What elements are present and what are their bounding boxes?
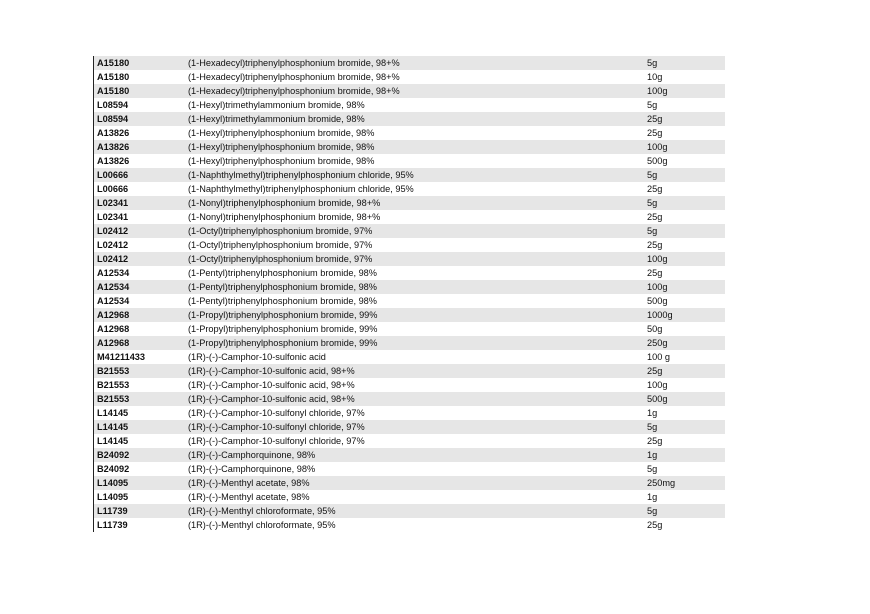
product-code: B21553 <box>97 366 130 376</box>
product-description: (1-Propyl)triphenylphosphonium bromide, 99% <box>188 324 378 334</box>
package-size: 100g <box>647 282 668 292</box>
package-size: 25g <box>647 212 663 222</box>
table-row <box>94 266 725 280</box>
product-code: L14095 <box>97 478 129 488</box>
product-code: A13826 <box>97 142 130 152</box>
package-size: 25g <box>647 240 663 250</box>
package-size: 1000g <box>647 310 673 320</box>
table-row <box>94 364 725 378</box>
product-description: (1R)-(-)-Camphor-10-sulfonic acid, 98+% <box>188 394 355 404</box>
product-code: L02412 <box>97 254 129 264</box>
package-size: 500g <box>647 296 668 306</box>
product-code: A12968 <box>97 324 130 334</box>
package-size: 25g <box>647 184 663 194</box>
package-size: 5g <box>647 464 658 474</box>
table-row <box>94 168 725 182</box>
table-row <box>94 224 725 238</box>
product-description: (1-Naphthylmethyl)triphenylphosphonium chloride, 95% <box>188 170 414 180</box>
package-size: 5g <box>647 226 658 236</box>
product-description: (1-Naphthylmethyl)triphenylphosphonium chloride, 95% <box>188 184 414 194</box>
product-description: (1-Hexadecyl)triphenylphosphonium bromide, 98+% <box>188 86 400 96</box>
product-description: (1-Nonyl)triphenylphosphonium bromide, 98+% <box>188 212 381 222</box>
product-code: A13826 <box>97 156 130 166</box>
table-row <box>94 154 725 168</box>
package-size: 1g <box>647 408 658 418</box>
table-row <box>94 518 725 532</box>
package-size: 100 g <box>647 352 670 362</box>
table-row <box>94 378 725 392</box>
table-row <box>94 294 725 308</box>
table-row <box>94 336 725 350</box>
product-code: L02341 <box>97 212 129 222</box>
table-row <box>94 504 725 518</box>
product-code: L08594 <box>97 100 129 110</box>
product-description: (1-Octyl)triphenylphosphonium bromide, 97% <box>188 226 373 236</box>
package-size: 5g <box>647 506 658 516</box>
table-row <box>94 252 725 266</box>
product-description: (1-Octyl)triphenylphosphonium bromide, 97% <box>188 254 373 264</box>
package-size: 25g <box>647 520 663 530</box>
product-description: (1R)-(-)-Menthyl acetate, 98% <box>188 478 310 488</box>
package-size: 100g <box>647 380 668 390</box>
product-description: (1-Pentyl)triphenylphosphonium bromide, 98% <box>188 268 377 278</box>
product-code: B24092 <box>97 450 130 460</box>
product-description: (1-Propyl)triphenylphosphonium bromide, 99% <box>188 310 378 320</box>
product-description: (1-Pentyl)triphenylphosphonium bromide, 98% <box>188 296 377 306</box>
product-code: M41211433 <box>97 352 146 362</box>
table-row <box>94 462 725 476</box>
table-row <box>94 322 725 336</box>
product-description: (1-Hexyl)trimethylammonium bromide, 98% <box>188 100 365 110</box>
package-size: 1g <box>647 492 658 502</box>
package-size: 250mg <box>647 478 676 488</box>
table-row <box>94 56 725 70</box>
table-row <box>94 98 725 112</box>
product-code: L02412 <box>97 240 129 250</box>
package-size: 25g <box>647 436 663 446</box>
product-description: (1-Propyl)triphenylphosphonium bromide, 99% <box>188 338 378 348</box>
table-row <box>94 196 725 210</box>
product-description: (1-Hexadecyl)triphenylphosphonium bromide, 98+% <box>188 72 400 82</box>
package-size: 5g <box>647 58 658 68</box>
table-row <box>94 476 725 490</box>
product-code: L02341 <box>97 198 129 208</box>
product-code: A15180 <box>97 72 130 82</box>
table-row <box>94 126 725 140</box>
package-size: 100g <box>647 86 668 96</box>
product-description: (1R)-(-)-Camphor-10-sulfonyl chloride, 97% <box>188 422 365 432</box>
product-description: (1-Hexyl)triphenylphosphonium bromide, 98% <box>188 128 375 138</box>
product-code: L14095 <box>97 492 129 502</box>
product-code: L00666 <box>97 170 129 180</box>
package-size: 100g <box>647 142 668 152</box>
product-code: L14145 <box>97 408 129 418</box>
product-description: (1-Pentyl)triphenylphosphonium bromide, 98% <box>188 282 377 292</box>
product-description: (1-Hexadecyl)triphenylphosphonium bromide, 98+% <box>188 58 400 68</box>
package-size: 5g <box>647 170 658 180</box>
product-code: L14145 <box>97 436 129 446</box>
product-code: L11739 <box>97 520 128 530</box>
product-code: A12968 <box>97 310 130 320</box>
product-code: B21553 <box>97 394 130 404</box>
table-row <box>94 280 725 294</box>
package-size: 1g <box>647 450 658 460</box>
table-row <box>94 112 725 126</box>
package-size: 100g <box>647 254 668 264</box>
product-code: A12534 <box>97 282 130 292</box>
product-description: (1-Nonyl)triphenylphosphonium bromide, 98+% <box>188 198 381 208</box>
package-size: 50g <box>647 324 663 334</box>
table-row <box>94 350 725 364</box>
table-row <box>94 238 725 252</box>
package-size: 10g <box>647 72 663 82</box>
product-table <box>93 56 725 532</box>
table-row <box>94 420 725 434</box>
product-description: (1R)-(-)-Camphorquinone, 98% <box>188 464 316 474</box>
table-row <box>94 448 725 462</box>
product-code: A13826 <box>97 128 130 138</box>
product-code: L08594 <box>97 114 129 124</box>
product-description: (1-Octyl)triphenylphosphonium bromide, 97% <box>188 240 373 250</box>
package-size: 5g <box>647 198 658 208</box>
product-description: (1-Hexyl)triphenylphosphonium bromide, 98% <box>188 156 375 166</box>
product-code: L00666 <box>97 184 129 194</box>
product-code: L11739 <box>97 506 128 516</box>
product-code: A12534 <box>97 268 130 278</box>
package-size: 25g <box>647 128 663 138</box>
table-row <box>94 392 725 406</box>
product-description: (1R)-(-)-Menthyl chloroformate, 95% <box>188 506 336 516</box>
table-row <box>94 182 725 196</box>
table-row <box>94 84 725 98</box>
package-size: 5g <box>647 100 658 110</box>
product-description: (1R)-(-)-Camphor-10-sulfonic acid <box>188 352 326 362</box>
product-description: (1-Hexyl)trimethylammonium bromide, 98% <box>188 114 365 124</box>
product-code: L02412 <box>97 226 129 236</box>
package-size: 500g <box>647 156 668 166</box>
product-description: (1R)-(-)-Camphor-10-sulfonyl chloride, 97% <box>188 408 365 418</box>
product-description: (1R)-(-)-Camphor-10-sulfonyl chloride, 97% <box>188 436 365 446</box>
product-description: (1R)-(-)-Camphor-10-sulfonic acid, 98+% <box>188 380 355 390</box>
package-size: 500g <box>647 394 668 404</box>
package-size: 250g <box>647 338 668 348</box>
table-row <box>94 140 725 154</box>
product-description: (1R)-(-)-Camphorquinone, 98% <box>188 450 316 460</box>
product-code: L14145 <box>97 422 129 432</box>
product-code: B24092 <box>97 464 130 474</box>
product-description: (1R)-(-)-Menthyl chloroformate, 95% <box>188 520 336 530</box>
package-size: 25g <box>647 114 663 124</box>
product-description: (1R)-(-)-Menthyl acetate, 98% <box>188 492 310 502</box>
product-code: A12968 <box>97 338 130 348</box>
table-row <box>94 490 725 504</box>
table-row <box>94 308 725 322</box>
package-size: 5g <box>647 422 658 432</box>
package-size: 25g <box>647 366 663 376</box>
product-description: (1R)-(-)-Camphor-10-sulfonic acid, 98+% <box>188 366 355 376</box>
product-code: B21553 <box>97 380 130 390</box>
table-row <box>94 70 725 84</box>
product-code: A15180 <box>97 58 130 68</box>
product-description: (1-Hexyl)triphenylphosphonium bromide, 98% <box>188 142 375 152</box>
table-row <box>94 210 725 224</box>
product-code: A12534 <box>97 296 130 306</box>
table-row <box>94 434 725 448</box>
table-row <box>94 406 725 420</box>
package-size: 25g <box>647 268 663 278</box>
product-code: A15180 <box>97 86 130 96</box>
